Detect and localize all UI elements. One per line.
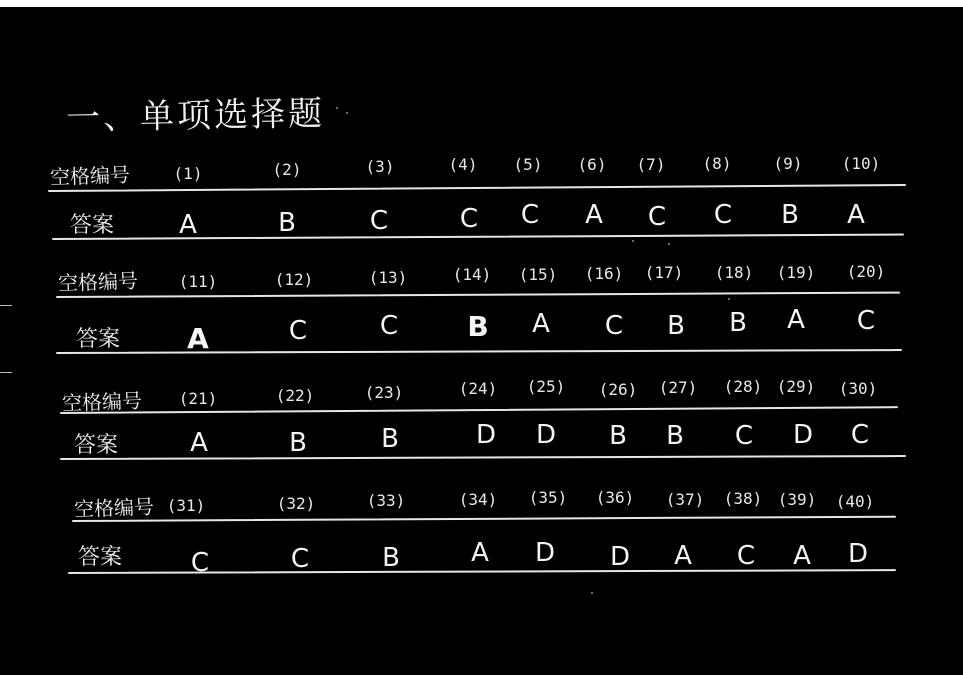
answer-letter: C <box>369 206 389 236</box>
answer-letter: C <box>713 200 733 230</box>
answer-row-label: 答案 <box>78 545 123 570</box>
answer-letter: C <box>647 202 667 232</box>
answer-letter: A <box>585 200 603 230</box>
number-row-label: 空格编号 <box>61 388 143 416</box>
row-rule <box>72 516 896 522</box>
margin-tick <box>0 372 12 373</box>
answer-letter: B <box>666 421 684 451</box>
answer-letter: A <box>793 541 811 571</box>
answer-letter: B <box>381 424 399 454</box>
answer-letter: C <box>379 311 399 341</box>
blank-number: (25) <box>526 377 566 396</box>
answer-row-label: 答案 <box>70 213 115 238</box>
blank-number: (30) <box>838 379 878 398</box>
blank-number: (23) <box>364 383 404 402</box>
scan-speck <box>346 112 348 114</box>
blank-number: (37) <box>665 490 705 509</box>
blank-number: (29) <box>776 377 816 396</box>
blank-number: (13) <box>368 268 408 287</box>
answer-letter: B <box>781 200 799 230</box>
answer-letter: A <box>787 305 805 335</box>
number-row-label: 空格编号 <box>49 162 131 190</box>
scan-speck <box>632 240 634 242</box>
answer-row-label: 答案 <box>74 433 119 458</box>
scan-speck <box>336 107 338 109</box>
blank-number: (21) <box>178 389 218 408</box>
scan-speck <box>591 592 593 594</box>
scan-speck <box>668 243 670 245</box>
blank-number: (11) <box>178 272 218 291</box>
answer-letter: C <box>734 421 754 451</box>
blank-number: (39) <box>777 490 817 509</box>
number-row-label: 空格编号 <box>73 494 155 522</box>
answer-letter: D <box>535 420 557 450</box>
answer-letter: C <box>459 204 479 234</box>
answer-letter: B <box>729 308 747 338</box>
blank-number: (10) <box>841 154 881 173</box>
answer-letter: C <box>520 200 540 230</box>
blank-number: (32) <box>276 494 316 513</box>
answer-letter: C <box>288 316 308 346</box>
answer-letter: C <box>736 541 756 571</box>
answer-letter: A <box>179 210 197 240</box>
blank-number: (9) <box>773 154 803 173</box>
blank-number: (26) <box>598 380 638 399</box>
row-rule <box>56 292 900 298</box>
blank-number: (27) <box>658 378 698 397</box>
blank-number: (6) <box>577 155 607 174</box>
blank-number: (2) <box>272 160 302 179</box>
answer-letter: B <box>289 428 307 458</box>
answer-letter: D <box>792 420 814 450</box>
blank-number: (20) <box>846 262 886 281</box>
answer-letter: B <box>467 310 489 343</box>
blank-number: (35) <box>528 488 568 507</box>
number-row-label: 空格编号 <box>57 268 139 296</box>
answer-letter: A <box>187 322 209 355</box>
blank-number: (36) <box>595 488 635 507</box>
blank-number: (28) <box>723 377 763 396</box>
blank-number: (17) <box>644 263 684 282</box>
answer-letter: D <box>475 420 497 450</box>
answer-letter: B <box>382 543 400 573</box>
blank-number: (7) <box>636 155 666 174</box>
answer-letter: D <box>534 538 556 568</box>
blank-number: (4) <box>448 155 478 174</box>
blank-number: (1) <box>173 164 203 183</box>
answer-letter: C <box>604 311 624 341</box>
blank-number: (31) <box>166 496 206 515</box>
answer-letter: A <box>674 541 692 571</box>
blank-number: (8) <box>702 154 732 173</box>
answer-letter: C <box>850 420 870 450</box>
answer-letter: B <box>278 208 296 238</box>
answer-row-label: 答案 <box>76 327 121 352</box>
answer-letter: A <box>190 428 208 458</box>
section-title: 一、单项选择题 <box>65 93 326 139</box>
blank-number: (15) <box>518 265 558 284</box>
blank-number: (12) <box>274 270 314 289</box>
blank-number: (19) <box>776 263 816 282</box>
blank-number: (38) <box>723 489 763 508</box>
answer-letter: A <box>847 200 865 230</box>
answer-letter: C <box>290 544 310 574</box>
blank-number: (34) <box>458 490 498 509</box>
answer-letter: D <box>847 539 869 569</box>
blank-number: (40) <box>835 492 875 511</box>
answer-letter: B <box>667 311 685 341</box>
answer-letter: C <box>190 548 210 578</box>
answer-letter: C <box>856 306 876 336</box>
blank-number: (33) <box>366 491 406 510</box>
blank-number: (5) <box>513 155 543 174</box>
answer-letter: A <box>471 538 489 568</box>
row-rule <box>48 184 906 192</box>
blank-number: (22) <box>275 386 315 405</box>
blank-number: (16) <box>584 264 624 283</box>
answer-letter: D <box>609 542 631 572</box>
blank-number: (24) <box>458 379 498 398</box>
scan-speck <box>728 298 730 300</box>
blank-number: (18) <box>714 263 754 282</box>
blank-number: (3) <box>365 157 395 176</box>
blank-number: (14) <box>452 265 492 284</box>
answer-letter: A <box>532 309 550 339</box>
scan-top-edge <box>0 0 963 7</box>
margin-tick <box>0 305 12 306</box>
answer-letter: B <box>609 421 627 451</box>
